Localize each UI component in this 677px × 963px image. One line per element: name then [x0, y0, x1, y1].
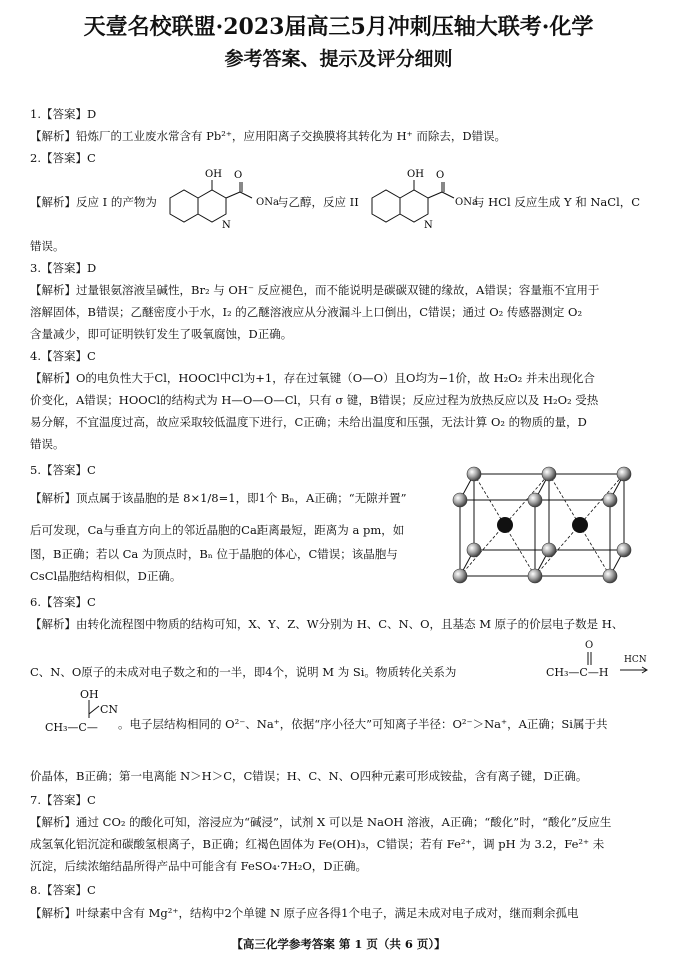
q1-explanation: 【解析】铅炼厂的工业废水常含有 Pb²⁺，应用阳离子交换膜将其转化为 H⁺ 而除去，D错误。	[30, 129, 507, 143]
q2-explanation-c: 与 HCl 反应生成 Y 和 NaCl，C	[473, 195, 641, 209]
q3-explanation-2: 溶解固体，B错误；乙醚密度小于水，I₂ 的乙醚溶液应从分液漏斗上口倒出，C错误；通过 O₂ 传感器测定 O₂	[30, 305, 583, 319]
q2-answer: 2.【答案】C	[30, 151, 96, 165]
acetaldehyde-label: CH₃—C—H	[546, 666, 609, 679]
reaction-arrow	[620, 666, 650, 674]
q3-explanation-1: 【解析】过量银氨溶液呈碱性，Br₂ 与 OH⁻ 反应褪色，而不能说明是碳碳双键的缘故，A错误；容量瓶不宜用于	[30, 283, 600, 297]
q6-explanation-3: 。电子层结构相同的 O²⁻、Na⁺，依据“序小径大”可知离子半径：O²⁻＞Na⁺，A正确；Si属于共	[118, 717, 608, 731]
quinoline-structure-1	[150, 166, 270, 232]
q3-explanation-3: 含量减少，即可证明铁钉发生了吸氧腐蚀，D正确。	[30, 327, 293, 341]
page-footer: 【高三化学参考答案 第 1 页（共 6 页）】	[231, 937, 446, 951]
q2-explanation-a: 【解析】反应 I 的产物为	[30, 195, 157, 209]
q6-explanation-4: 价晶体，B正确；第一电离能 N＞H＞C，C错误；H、C、N、O四种元素可形成铵盐，含有离子键，D正确。	[30, 769, 588, 783]
q6-explanation-2: C、N、O原子的未成对电子数之和的一半，即4个，说明 M 为 Si。物质转化关系为	[30, 665, 457, 679]
q4-explanation-1: 【解析】O的电负性大于Cl，HOOCl中Cl为+1，存在过氧键（O—O）且O均为−1价，故 H₂O₂ 并未出现化合	[30, 371, 595, 385]
ona-label-1: ONa	[256, 197, 279, 208]
double-bond	[587, 652, 593, 666]
oh-label: OH	[205, 169, 222, 180]
q8-answer: 8.【答案】C	[30, 883, 96, 897]
aldehyde-o: O	[585, 640, 594, 651]
q1-answer: 1.【答案】D	[30, 107, 97, 121]
q3-answer: 3.【答案】D	[30, 261, 97, 275]
page-title: 天壹名校联盟·2023届高三5月冲刺压轴大联考·化学	[83, 14, 594, 40]
q5-explanation-2: 后可发现，Ca与垂直方向上的邻近晶胞的Ca距离最短，距离为 a pm，如	[30, 523, 405, 537]
q5-explanation-3: 图，B正确；若以 Ca 为顶点时，Bₙ 位于晶胞的体心，C错误；该晶胞与	[30, 547, 398, 561]
ch3-group: CH₃—C—	[45, 721, 98, 734]
q7-explanation-3: 沉淀，后续浓缩结晶所得产品中可能含有 FeSO₄·7H₂O，D正确。	[30, 859, 367, 873]
q7-answer: 7.【答案】C	[30, 793, 96, 807]
q4-answer: 4.【答案】C	[30, 349, 96, 363]
q6-explanation-1: 【解析】由转化流程图中物质的结构可知，X、Y、Z、W分别为 H、C、N、O，且基态 M 原子的价层电子数是 H、	[30, 617, 624, 631]
hcn-label: HCN	[624, 655, 647, 665]
cn-group: CN	[100, 703, 119, 716]
q4-explanation-2: 价变化，A错误；HOOCl的结构式为 H—O—O—Cl，只有 σ 键，B错误；反应过程为放热反应以及 H₂O₂ 受热	[30, 393, 599, 407]
svg-text:N: N	[222, 220, 231, 231]
q5-explanation-4: CsCl晶胞结构相似，D正确。	[30, 569, 182, 583]
crystal-cell-diagram	[450, 462, 650, 587]
page-subtitle: 参考答案、提示及评分细则	[224, 48, 453, 70]
q4-explanation-3: 易分解，不宜温度过高，故应采取较低温度下进行，C正确；未给出温度和压强，无法计算 O₂ 的物质的量，D	[30, 415, 587, 429]
q2-explanation-b: 与乙醇，反应 II	[277, 195, 359, 209]
cyanohydrin-bonds	[84, 700, 104, 722]
q8-explanation-1: 【解析】叶绿素中含有 Mg²⁺，结构中2个单键 N 原子应各得1个电子，满足未成对电子成对，继而剩余孤电	[30, 906, 579, 920]
q5-answer: 5.【答案】C	[30, 463, 96, 477]
svg-text:O: O	[234, 170, 243, 181]
q7-explanation-2: 成氢氧化铝沉淀和碳酸氢根离子，B正确；红褐色固体为 Fe(OH)₃，C错误；若有 Fe²⁺，调 pH 为 3.2，Fe²⁺ 未	[30, 837, 605, 851]
q4-explanation-4: 错误。	[30, 437, 65, 451]
ona-label-2: ONa	[455, 197, 478, 208]
q7-explanation-1: 【解析】通过 CO₂ 的酸化可知，溶浸应为“碱浸”，试剂 X 可以是 NaOH 溶液，A正确；“酸化”时，“酸化”反应生	[30, 815, 612, 829]
q5-explanation-1: 【解析】顶点属于该晶胞的是 8×1/8=1，即1个 Bₙ，A正确；“无隙并置”	[30, 491, 407, 505]
q2-explanation-2: 错误。	[30, 239, 65, 253]
q6-answer: 6.【答案】C	[30, 595, 96, 609]
svg-text:O: O	[436, 170, 445, 181]
oh-label-2: OH	[407, 169, 424, 180]
svg-text:N: N	[424, 220, 433, 231]
oh-group: OH	[80, 688, 99, 701]
